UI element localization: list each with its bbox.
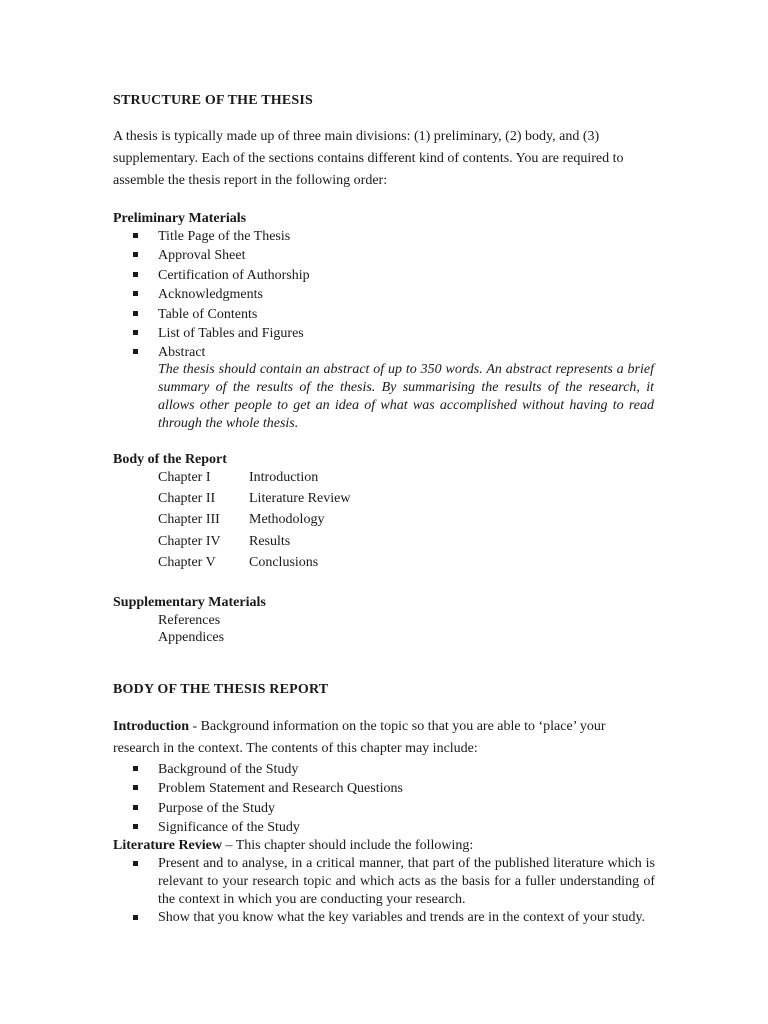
literature-review-text: – This chapter should include the following: <box>221 838 474 853</box>
structure-heading: STRUCTURE OF THE THESIS <box>113 93 314 108</box>
supplementary-heading: Supplementary Materials <box>113 595 266 610</box>
bullet-icon <box>133 805 138 810</box>
literature-review-paragraph <box>113 837 655 855</box>
supplementary-list <box>113 612 655 646</box>
list-item: Purpose of the Study <box>113 799 655 818</box>
bullet-icon <box>133 311 138 316</box>
introduction-text: - Background information on the topic so that you are able to ‘place’ your research in the context. The contents of this chapter may include: <box>113 719 606 756</box>
bullet-icon <box>133 233 138 238</box>
abstract-note: The thesis should contain an abstract of up to 350 words. An abstract represents a brief summary of the results of the thesis. By summarising the results of the research, it allows other people to get an idea of what was accomplished without having to read through the whole thesis. <box>158 362 654 431</box>
list-item: Certification of Authorship <box>113 266 655 285</box>
bullet-icon <box>133 349 138 354</box>
list-item: Present and to analyse, in a critical manner, that part of the published literature which is relevant to your research topic and which acts as the basis for a fuller understanding of the context in which you are conducting your research. <box>113 855 655 909</box>
list-item: References <box>158 613 221 628</box>
body-heading: Body of the Report <box>113 452 227 467</box>
table-row: Chapter IV Results <box>158 533 291 549</box>
bullet-icon <box>133 766 138 771</box>
list-item: Approval Sheet <box>113 246 655 265</box>
list-item: List of Tables and Figures <box>113 324 655 343</box>
preliminary-list <box>113 227 655 363</box>
table-row: Chapter III Methodology <box>158 512 325 528</box>
table-row: Chapter V Conclusions <box>158 554 319 570</box>
bullet-icon <box>133 272 138 277</box>
introduction-term: Introduction <box>113 719 189 734</box>
introduction-paragraph <box>113 716 655 760</box>
chapters-table <box>158 467 700 573</box>
list-item: Abstract <box>113 343 655 362</box>
literature-review-list <box>113 855 655 927</box>
bullet-icon <box>133 861 138 866</box>
bullet-icon <box>133 785 138 790</box>
bullet-icon <box>133 330 138 335</box>
list-item: Background of the Study <box>113 760 655 779</box>
list-item: Title Page of the Thesis <box>113 227 655 246</box>
list-item: Acknowledgments <box>113 285 655 304</box>
bullet-icon <box>133 291 138 296</box>
table-row: Chapter II Literature Review <box>158 490 351 506</box>
literature-review-term: Literature Review <box>113 838 222 853</box>
list-item: Problem Statement and Research Questions <box>113 779 655 798</box>
list-item: Show that you know what the key variables and trends are in the context of your study. <box>113 909 655 927</box>
bullet-icon <box>133 252 138 257</box>
introduction-list <box>113 760 655 838</box>
bullet-icon <box>133 915 138 920</box>
list-item: Appendices <box>158 630 225 645</box>
body-report-heading: BODY OF THE THESIS REPORT <box>113 682 329 697</box>
preliminary-heading: Preliminary Materials <box>113 211 247 226</box>
bullet-icon <box>133 824 138 829</box>
table-row: Chapter I Introduction <box>158 469 319 485</box>
structure-intro: A thesis is typically made up of three main divisions: (1) preliminary, (2) body, and (3) supplementary. Each of the sections contains different kind of contents. You are required to assemble the thesis report in the following order: <box>113 129 624 188</box>
list-item: Significance of the Study <box>113 818 655 837</box>
list-item: Table of Contents <box>113 305 655 324</box>
